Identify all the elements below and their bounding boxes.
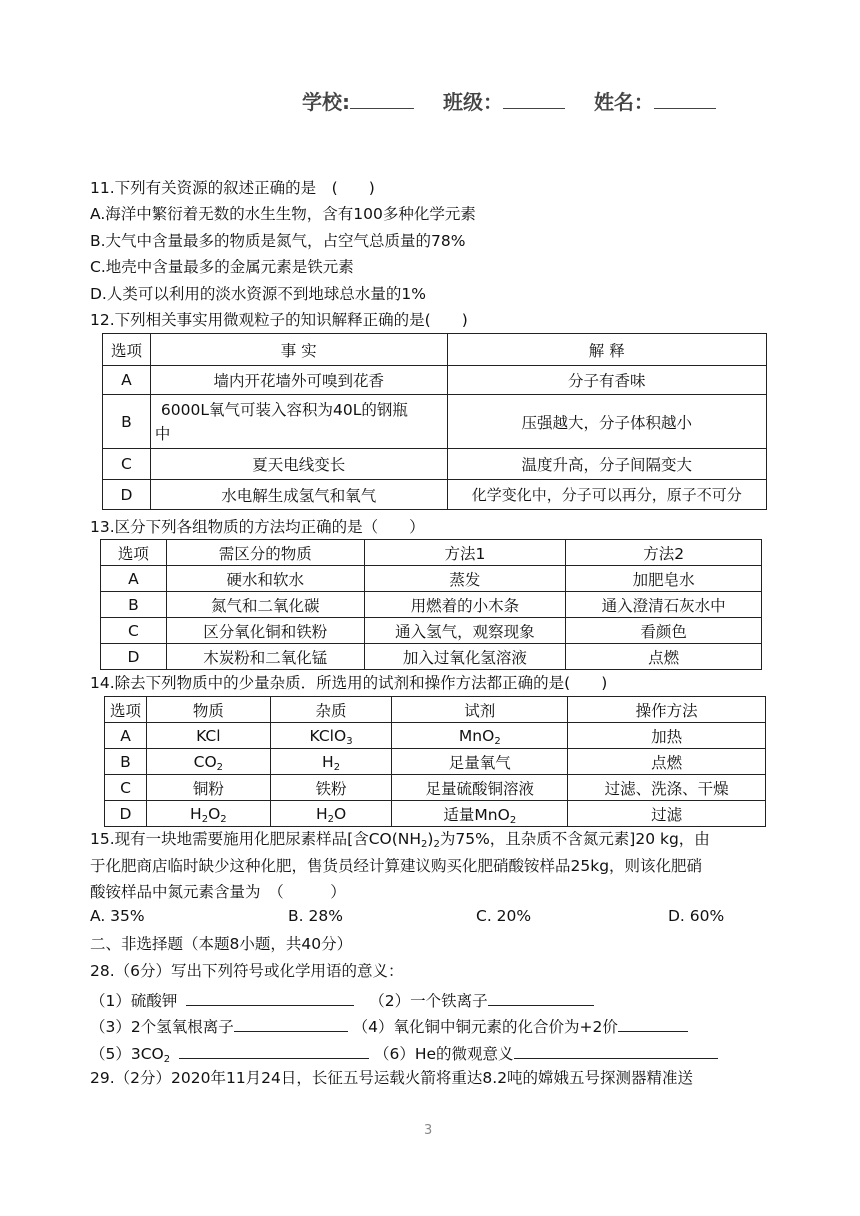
section-heading: 二、非选择题（本题8小题，共40分）: [90, 935, 353, 953]
q28-stem: 28.（6分）写出下列符号或化学用语的意义：: [90, 962, 404, 980]
row-b-fact-line1: 6000L氧气可装入容积为40L的钢瓶: [160, 400, 408, 419]
table-cell: 铁粉: [270, 775, 392, 801]
table-row: [105, 749, 766, 775]
q13-table: [100, 539, 762, 670]
table-cell: 加入过氧化氢溶液: [364, 644, 566, 670]
table-cell: 过滤、洗涤、干燥: [568, 775, 766, 801]
table-cell: 蒸发: [364, 566, 566, 592]
q29-line: 29.（2分）2020年11月24日，长征五号运载火箭将重达8.2吨的嫦娥五号探测器精准送: [90, 1069, 694, 1087]
table-cell: B: [105, 749, 147, 775]
q15-option-d: D. 60%: [668, 907, 725, 925]
school-label: 学校:: [302, 90, 350, 114]
table-cell: 化学变化中，分子可以再分，原子不可分: [447, 480, 766, 510]
table-cell: 点燃: [566, 644, 762, 670]
q28-item-1: （1）硫酸钾: [90, 992, 178, 1010]
q15-option-b: B. 28%: [288, 907, 343, 925]
table-cell: D: [101, 644, 167, 670]
table-cell: C: [103, 449, 151, 480]
q12-stem: 12.下列相关事实用微观粒子的知识解释正确的是( ): [90, 311, 468, 329]
class-label: 班级：: [442, 90, 503, 114]
table-cell: 区分氧化铜和铁粉: [166, 618, 364, 644]
q28-item-5: $(5)3CO_2$: [90, 1045, 171, 1065]
name-label: 姓名：: [593, 90, 654, 114]
table-header-cell: 物质: [146, 697, 270, 723]
table-row: [103, 480, 767, 510]
q15-line1-c: 为75%，且杂质不含氮元素]20 kg，由: [439, 830, 710, 848]
q28-row1: [90, 988, 594, 1011]
table-cell: 过滤: [568, 801, 766, 827]
table-cell: MnO$_2$: [392, 723, 568, 749]
q11-option-c: C.地壳中含量最多的金属元素是铁元素: [90, 258, 354, 276]
q28-item-2: （2）一个铁离子: [369, 992, 488, 1010]
q15-line1-a: 15.现有一块地需要施用化肥尿素样品[含CO(NH: [90, 830, 422, 848]
q15-option-a: A. 35%: [90, 907, 145, 925]
q14-table: [104, 696, 766, 827]
table-cell: $H_2$: [270, 749, 392, 775]
q14-stem: 14.除去下列物质中的少量杂质．所选用的试剂和操作方法都正确的是( ): [90, 674, 608, 692]
table-cell: KClO$_3$: [270, 723, 392, 749]
table-cell: D: [103, 480, 151, 510]
q11-option-b: B.大气中含量最多的物质是氮气，占空气总质量的78%: [90, 232, 466, 250]
page-number: 3: [424, 1123, 433, 1138]
q11-stem: 11.下列有关资源的叙述正确的是 ( ): [90, 179, 375, 197]
q13-stem: 13.区分下列各组物质的方法均正确的是（ ）: [90, 518, 425, 536]
table-cell: 温度升高，分子间隔变大: [447, 449, 766, 480]
table-cell: $H_2O$: [270, 801, 392, 827]
answer-blank[interactable]: [179, 1041, 369, 1059]
name-blank: [654, 90, 716, 109]
table-header-row: [103, 334, 767, 366]
table-cell: B: [101, 592, 167, 618]
q11-option-a: A.海洋中繁衍着无数的水生生物，含有100多种化学元素: [90, 205, 476, 223]
table-header-row: [101, 540, 762, 566]
table-cell: B: [103, 395, 151, 449]
answer-blank[interactable]: [618, 1014, 688, 1032]
table-header-cell: 操作方法: [568, 697, 766, 723]
answer-blank[interactable]: [186, 988, 354, 1006]
table-header-cell: 选项: [105, 697, 147, 723]
table-cell: 硬水和软水: [166, 566, 364, 592]
table-cell: 加肥皂水: [566, 566, 762, 592]
table-header-cell: 方法2: [566, 540, 762, 566]
table-cell: A: [105, 723, 147, 749]
table-cell: 足量氧气: [392, 749, 568, 775]
q11-option-d: D.人类可以利用的淡水资源不到地球总水量的1%: [90, 285, 426, 303]
table-cell: D: [105, 801, 147, 827]
q28-item-4: （4）氧化铜中铜元素的化合价为+2价: [352, 1018, 618, 1036]
table-cell: 足量硫酸铜溶液: [392, 775, 568, 801]
table-cell: 铜粉: [146, 775, 270, 801]
table-header-cell: 试剂: [392, 697, 568, 723]
row-b-fact-line2: 中: [154, 424, 171, 443]
table-cell: 夏天电线变长: [150, 449, 447, 480]
table-header-cell: 选项: [103, 334, 151, 366]
answer-blank[interactable]: [514, 1041, 718, 1059]
answer-blank[interactable]: [234, 1014, 348, 1032]
table-row: [105, 775, 766, 801]
table-row: [103, 366, 767, 395]
table-cell: $CO_2$: [146, 749, 270, 775]
table-cell: 点燃: [568, 749, 766, 775]
table-cell: C: [101, 618, 167, 644]
table-row: [101, 592, 762, 618]
q15-line3: 酸铵样品中氮元素含量为 （ ）: [90, 883, 346, 901]
answer-blank[interactable]: [488, 988, 594, 1006]
student-info-header: [302, 86, 716, 115]
q15-line1-b: ): [427, 830, 434, 848]
table-cell: 通入澄清石灰水中: [566, 592, 762, 618]
table-row: [101, 644, 762, 670]
q15-line1: 15.现有一块地需要施用化肥尿素样品[含$CO(NH_2)_2$为75%，且杂质不含氮元素]20 kg，由: [90, 830, 710, 850]
table-cell: KCl: [146, 723, 270, 749]
table-cell: 墙内开花墙外可嗅到花香: [150, 366, 447, 395]
q28-item-6: （6）He的微观意义: [374, 1045, 514, 1063]
q15-line2: 于化肥商店临时缺少这种化肥，售货员经计算建议购买化肥硝酸铵样品25kg，则该化肥硝: [90, 857, 703, 875]
table-row: [101, 566, 762, 592]
table-row: [105, 801, 766, 827]
q28-row3: [90, 1041, 718, 1064]
table-cell: [150, 395, 447, 449]
table-cell: 适量MnO$_2$: [392, 801, 568, 827]
table-cell: A: [101, 566, 167, 592]
table-header-cell: 方法1: [364, 540, 566, 566]
table-header-cell: 事 实: [150, 334, 447, 366]
table-header-cell: 选项: [101, 540, 167, 566]
class-blank: [503, 90, 565, 109]
table-cell: 看颜色: [566, 618, 762, 644]
table-cell: 木炭粉和二氧化锰: [166, 644, 364, 670]
q15-option-c: C. 20%: [476, 907, 532, 925]
table-cell: A: [103, 366, 151, 395]
table-row: [105, 723, 766, 749]
q28-item-3: （3）2个氢氧根离子: [90, 1018, 234, 1036]
table-cell: 加热: [568, 723, 766, 749]
table-header-cell: 需区分的物质: [166, 540, 364, 566]
table-header-cell: 解 释: [447, 334, 766, 366]
table-cell: 分子有香味: [447, 366, 766, 395]
table-header-row: [105, 697, 766, 723]
table-cell: 通入氢气，观察现象: [364, 618, 566, 644]
table-cell: 压强越大，分子体积越小: [447, 395, 766, 449]
table-cell: 氮气和二氧化碳: [166, 592, 364, 618]
table-header-cell: 杂质: [270, 697, 392, 723]
table-cell: C: [105, 775, 147, 801]
q28-row2: [90, 1014, 688, 1037]
table-row: [101, 618, 762, 644]
q12-table: [102, 333, 767, 510]
table-row: [103, 395, 767, 449]
table-row: [103, 449, 767, 480]
table-cell: 用燃着的小木条: [364, 592, 566, 618]
table-cell: 水电解生成氢气和氧气: [150, 480, 447, 510]
school-blank: [350, 90, 414, 109]
table-cell: $H_2O_2$: [146, 801, 270, 827]
